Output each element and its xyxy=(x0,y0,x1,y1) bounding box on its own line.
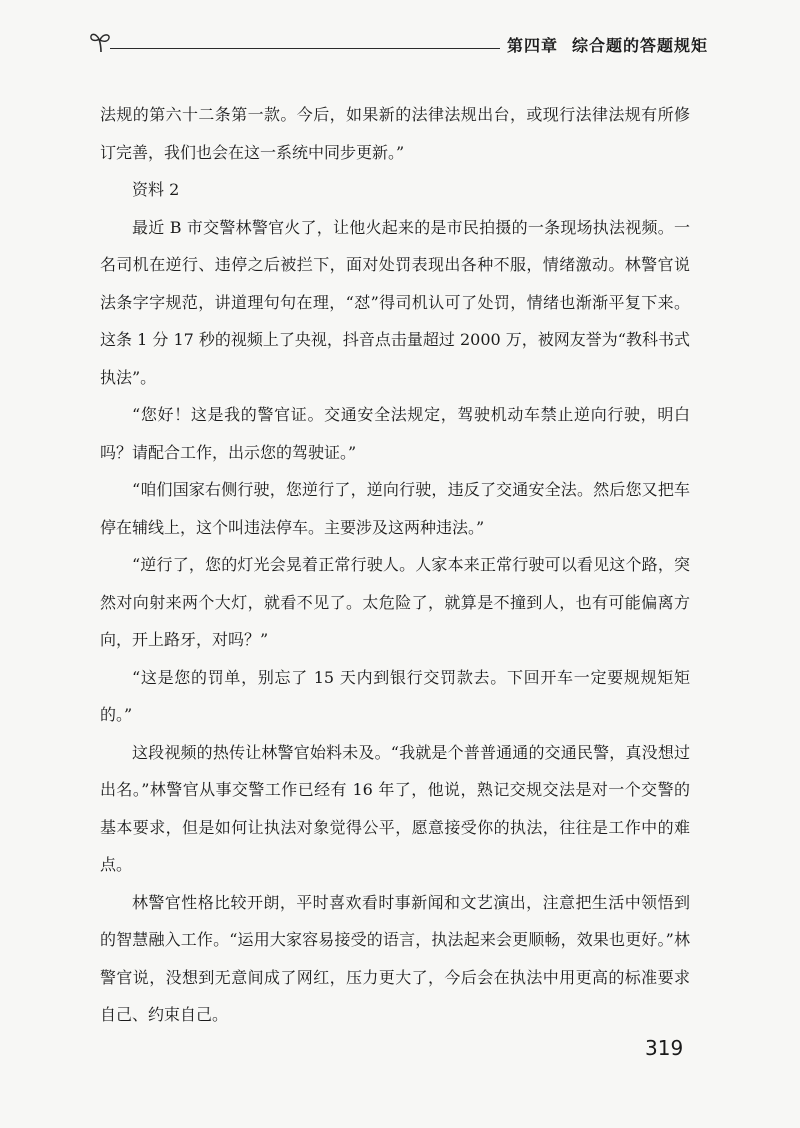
header-rule xyxy=(110,48,500,49)
chapter-number: 第四章 xyxy=(506,36,558,55)
paragraph-1: 法规的第六十二条第一款。今后，如果新的法律法规出台，或现行法律法规有所修订完善，我们也会在这一系统中同步更新。” xyxy=(100,105,690,162)
material-label: 资料 2 xyxy=(132,180,180,199)
paragraph-4: “您好！这是我的警官证。交通安全法规定，驾驶机动车禁止逆向行驶，明白吗？请配合工作，出示您的驾驶证。” xyxy=(100,405,690,462)
paragraph-9: 林警官性格比较开朗，平时喜欢看时事新闻和文艺演出，注意把生活中领悟到的智慧融入工作。“运用大家容易接受的语言，执法起来会更顺畅，效果也更好。”林警官说，没想到无意间成了网红，压力更大了，今后会在执法中用更高的标准要求自己、约束自己。 xyxy=(100,892,690,1024)
chapter-heading xyxy=(507,33,708,56)
page-header xyxy=(88,26,708,60)
paragraph-5: “咱们国家右侧行驶，您逆行了，逆向行驶，违反了交通安全法。然后您又把车停在辅线上，这个叫违法停车。主要涉及这两种违法。” xyxy=(100,480,690,537)
page-number: 319 xyxy=(645,1036,684,1060)
body-text xyxy=(100,96,690,1034)
sprout-icon xyxy=(88,28,114,54)
paragraph-6: “逆行了，您的灯光会晃着正常行驶人。人家本来正常行驶可以看见这个路，突然对向射来两个大灯，就看不见了。太危险了，就算是不撞到人，也有可能偏离方向，开上路牙，对吗？” xyxy=(100,555,690,649)
paragraph-7: “这是您的罚单，别忘了 15 天内到银行交罚款去。下回开车一定要规规矩矩的。” xyxy=(100,667,690,724)
paragraph-3: 最近 B 市交警林警官火了，让他火起来的是市民拍摄的一条现场执法视频。一名司机在逆行、违停之后被拦下，面对处罚表现出各种不服，情绪激动。林警官说法条字字规范，讲道理句句在理，“怼”得司机认可了处罚，情绪也渐渐平复下来。这条 1 分 17 秒的视频上了央视，抖音点击量超过 2000 万，被网友誉为“教科书式执法”。 xyxy=(100,217,690,387)
paragraph-8: 这段视频的热传让林警官始料未及。“我就是个普普通通的交通民警，真没想过出名。”林警官从事交警工作已经有 16 年了，他说，熟记交规交法是对一个交警的基本要求，但是如何让执法对象觉得公平，愿意接受你的执法，往往是工作中的难点。 xyxy=(100,742,690,874)
chapter-title: 综合题的答题规矩 xyxy=(571,36,708,55)
